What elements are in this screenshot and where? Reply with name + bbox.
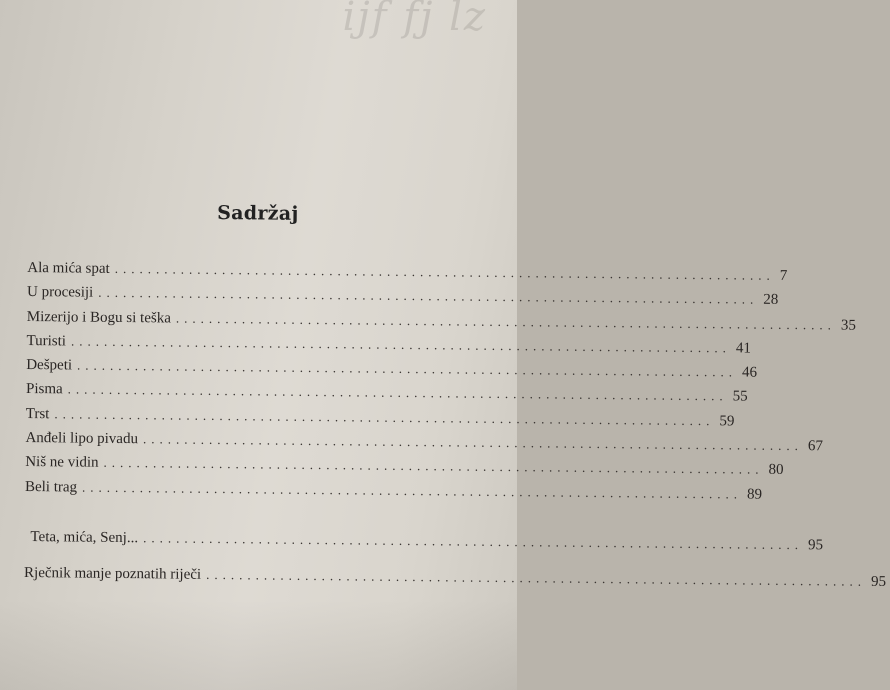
bleed-through-text: ijf fj lz [342,0,487,40]
entry-page: 55 [732,388,748,406]
entry-page: 46 [741,364,758,381]
entry-title: Pisma [25,381,63,398]
entry-title: Dešpeti [26,357,73,374]
entry-page: 28 [763,292,779,309]
entry-page: 95 [870,574,887,591]
entry-page: 95 [808,537,824,554]
dot-leader: ................................................................................ [67,381,728,404]
dot-leader: ................................................................................ [98,285,759,307]
dot-leader: ................................................................................ [81,479,743,502]
dot-leader: ................................................................................ [175,310,836,333]
toc-entry [24,561,887,591]
entry-title: U procesiji [26,284,94,301]
entry-title: Trst [25,405,50,423]
entry-title: Anđeli lipo pivadu [25,430,139,448]
entry-page: 89 [746,486,763,503]
table-of-contents [24,200,887,591]
entry-title: Ala mića spat [27,259,110,277]
dot-leader: ................................................................................ [143,530,804,553]
dot-leader: ................................................................................ [103,455,764,478]
entry-title: Turisti [26,332,67,350]
entry-page: 67 [807,438,824,455]
toc-entry [24,475,763,504]
dot-leader: ................................................................................ [70,333,732,356]
entry-title: Niš ne vidin [25,454,99,472]
entry-title: Rječnik manje poznatih riječi [24,565,202,584]
entry-page: 41 [735,340,752,357]
entry-title: Teta, mića, Senj... [30,529,139,547]
entry-page: 80 [768,462,784,479]
entry-page: 59 [719,413,735,430]
dot-leader: ................................................................................ [77,357,738,380]
dot-leader: ................................................................................ [114,260,775,283]
toc-entry [27,256,788,285]
entry-title: Beli trag [24,478,78,496]
dot-leader: ................................................................................ [206,567,867,590]
entry-page: 35 [840,317,856,334]
dot-leader: ................................................................................ [142,431,804,454]
toc-title: Sadržaj [217,201,299,225]
toc-entry [24,525,824,554]
toc-group-glossary [24,561,887,591]
dot-leader: ................................................................................ [54,406,715,428]
toc-group-extra [24,525,824,554]
entry-title: Mizerijo i Bogu si teška [26,308,172,327]
toc-group-stories [24,256,856,504]
page-shadow [0,600,517,690]
entry-page: 7 [779,267,788,284]
